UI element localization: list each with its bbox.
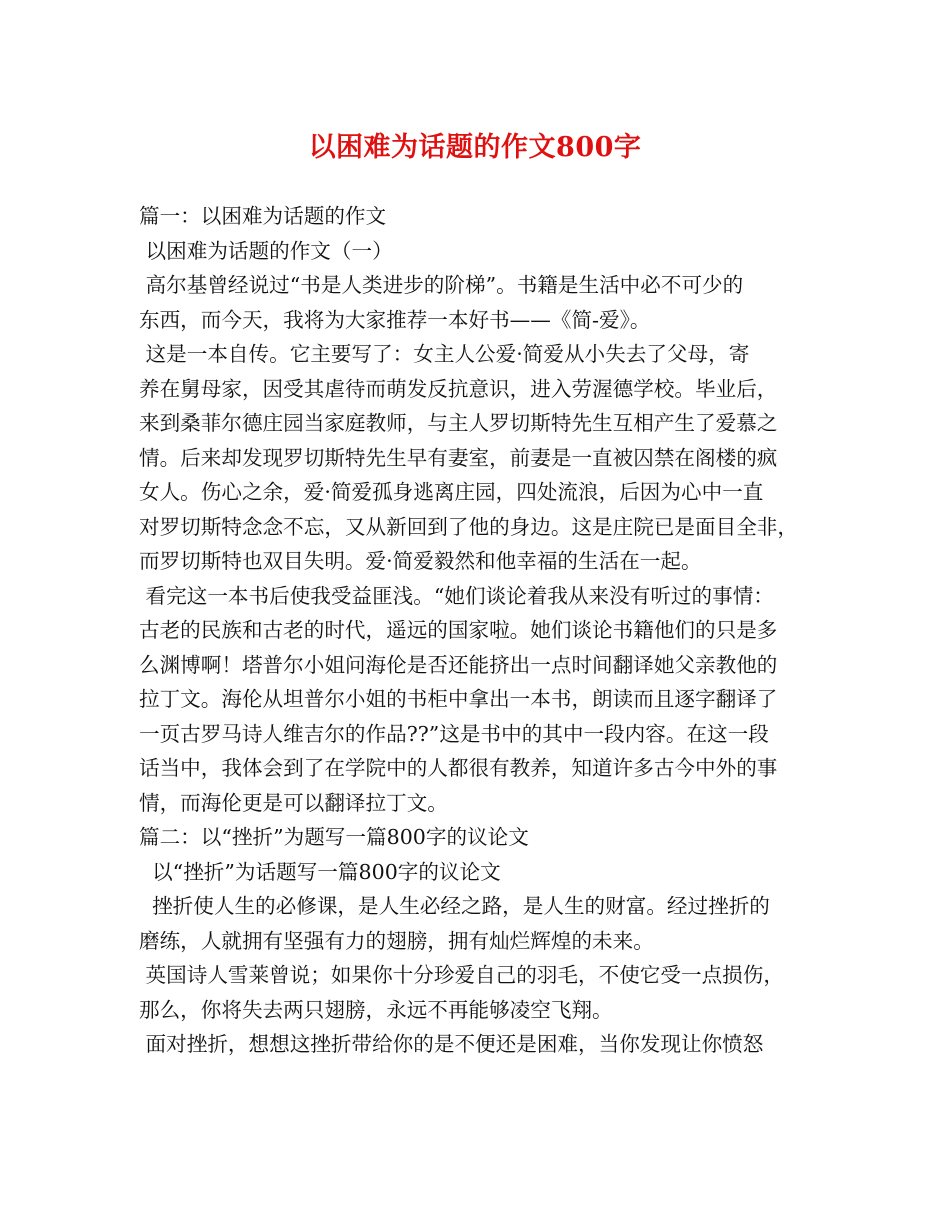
- text-line: 看完这一本书后使我受益匪浅。“她们谈论着我从来没有听过的事情：: [139, 583, 774, 608]
- text-line: 英国诗人雪莱曾说；如果你十分珍爱自己的羽毛，不使它受一点损伤，: [139, 963, 784, 987]
- text-line: 那么，你将失去两只翅膀，永远不再能够凌空飞翔。: [139, 997, 613, 1022]
- text-line: 话当中，我体会到了在学院中的人都很有教养，知道许多古今中外的事: [139, 756, 778, 780]
- text-line: 情。后来却发现罗切斯特先生早有妻室，前妻是一直被囚禁在阁楼的疯: [139, 445, 778, 470]
- text-line: 情，而海伦更是可以翻译拉丁文。: [139, 790, 448, 815]
- text-line: 一页古罗马诗人维吉尔的作品??”这是书中的其中一段内容。在这一段: [139, 721, 769, 746]
- text-line: 东西，而今天，我将为大家推荐一本好书——《简-爱》。: [139, 307, 651, 332]
- text-line: 而罗切斯特也双目失明。爱·简爱毅然和他幸福的生活在一起。: [139, 549, 702, 573]
- text-line: 这是一本自传。它主要写了：女主人公爱·简爱从小失去了父母，寄: [139, 342, 750, 366]
- document-title: 以困难为话题的作文800字: [308, 132, 642, 163]
- text-line: 养在舅母家，因受其虐待而萌发反抗意识，进入劳渥德学校。毕业后，: [139, 376, 778, 401]
- text-line: 篇二：以“挫折”为题写一篇800字的议论文: [139, 825, 529, 849]
- text-line: 面对挫折，想想这挫折带给你的是不便还是困难，当你发现让你愤怒: [139, 1032, 764, 1056]
- text-line: 么渊博啊！塔普尔小姐问海伦是否还能挤出一点时间翻译她父亲教他的: [139, 652, 778, 677]
- text-line: 来到桑菲尔德庄园当家庭教师，与主人罗切斯特先生互相产生了爱慕之: [139, 411, 778, 435]
- text-line: 以困难为话题的作文（一）: [139, 238, 393, 263]
- text-line: 高尔基曾经说过“书是人类进步的阶梯”。书籍是生活中必不可少的: [139, 273, 744, 297]
- text-line: 古老的民族和古老的时代，遥远的国家啦。她们谈论书籍他们的只是多: [139, 618, 778, 642]
- text-line: 以“挫折”为话题写一篇800字的议论文: [139, 859, 501, 884]
- text-line: 篇一：以困难为话题的作文: [139, 204, 387, 228]
- text-line: 挫折使人生的必修课，是人生必经之路，是人生的财富。经过挫折的: [139, 894, 770, 918]
- text-line: 磨练，人就拥有坚强有力的翅膀，拥有灿烂辉煌的未来。: [139, 928, 654, 953]
- text-line: 拉丁文。海伦从坦普尔小姐的书柜中拿出一本书，朗读而且逐字翻译了: [139, 687, 778, 711]
- text-line: 女人。伤心之余，爱·简爱孤身逃离庄园，四处流浪，后因为心中一直: [139, 480, 764, 504]
- text-line: 对罗切斯特念念不忘，又从新回到了他的身边。这是庄院已是面目全非，: [139, 514, 798, 539]
- document-body: [139, 199, 822, 1062]
